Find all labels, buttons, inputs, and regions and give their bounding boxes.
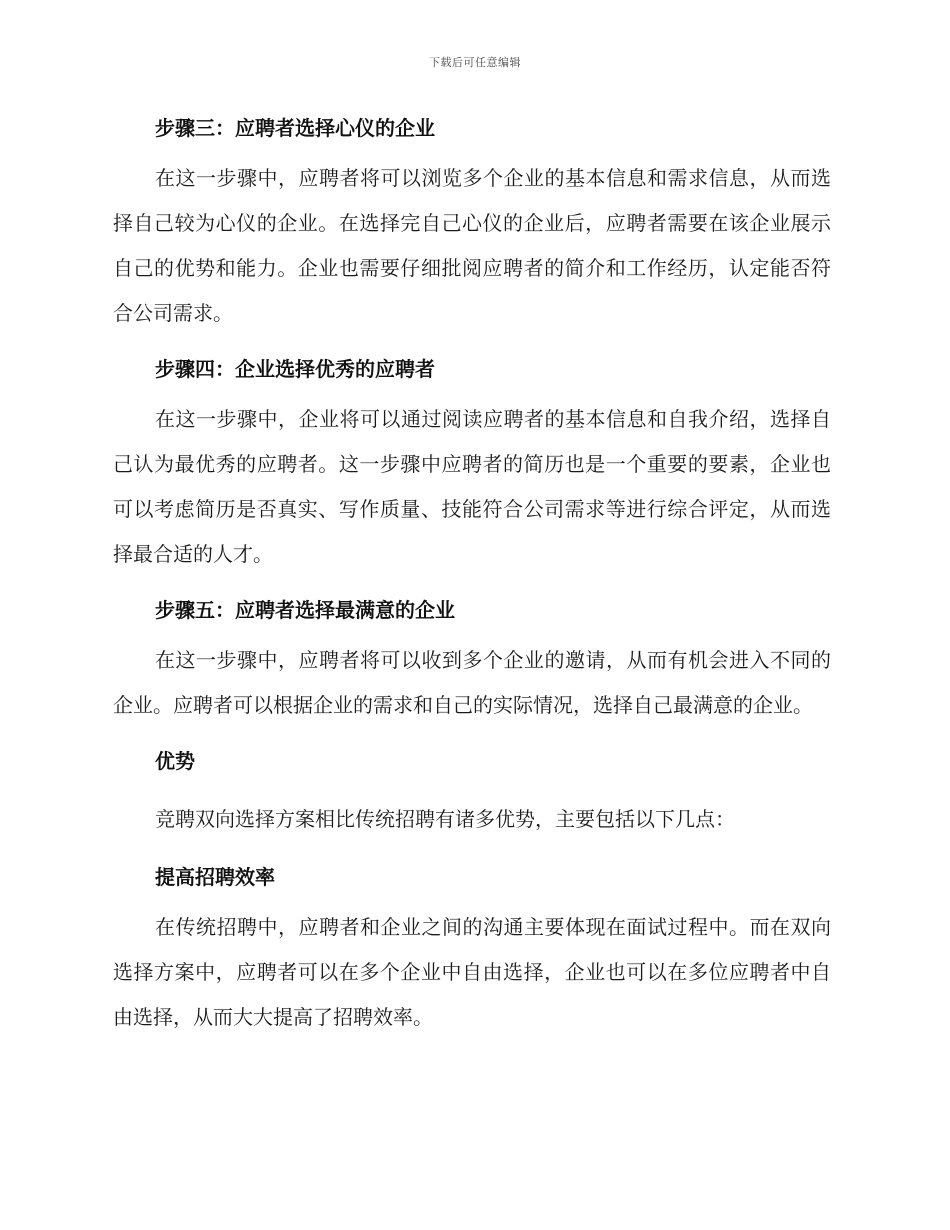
- page-header: 下载后可任意编辑: [429, 56, 521, 69]
- step5-paragraph: 在这一步骤中，应聘者将可以收到多个企业的邀请，从而有机会进入不同的企业。应聘者可以根据企业的需求和自己的实际情况，选择自己最满意的企业。: [113, 648, 831, 717]
- step4-paragraph: 在这一步骤中，企业将可以通过阅读应聘者的基本信息和自我介绍，选择自己认为最优秀的应聘者。这一步骤中应聘者的简历也是一个重要的要素，企业也可以考虑简历是否真实、写作质量、技能符合公司需求等进行综合评定，从而选择最合适的人才。: [113, 407, 831, 566]
- step3-heading: 步骤三：应聘者选择心仪的企业: [155, 116, 435, 140]
- advantages-heading: 优势: [155, 749, 195, 773]
- efficiency-paragraph: 在传统招聘中，应聘者和企业之间的沟通主要体现在面试过程中。而在双向选择方案中，应聘者可以在多个企业中自由选择，企业也可以在多位应聘者中自由选择，从而大大提高了招聘效率。: [113, 915, 831, 1029]
- step5-heading: 步骤五：应聘者选择最满意的企业: [155, 598, 455, 622]
- step4-heading: 步骤四：企业选择优秀的应聘者: [155, 357, 435, 381]
- advantages-intro: 竞聘双向选择方案相比传统招聘有诸多优势，主要包括以下几点：: [155, 807, 735, 831]
- step3-paragraph: 在这一步骤中，应聘者将可以浏览多个企业的基本信息和需求信息，从而选择自己较为心仪的企业。在选择完自己心仪的企业后，应聘者需要在该企业展示自己的优势和能力。企业也需要仔细批阅应聘者的简介和工作经历，认定能否符合公司需求。: [113, 166, 831, 325]
- document-content: [113, 113, 831, 1040]
- efficiency-heading: 提高招聘效率: [155, 865, 275, 889]
